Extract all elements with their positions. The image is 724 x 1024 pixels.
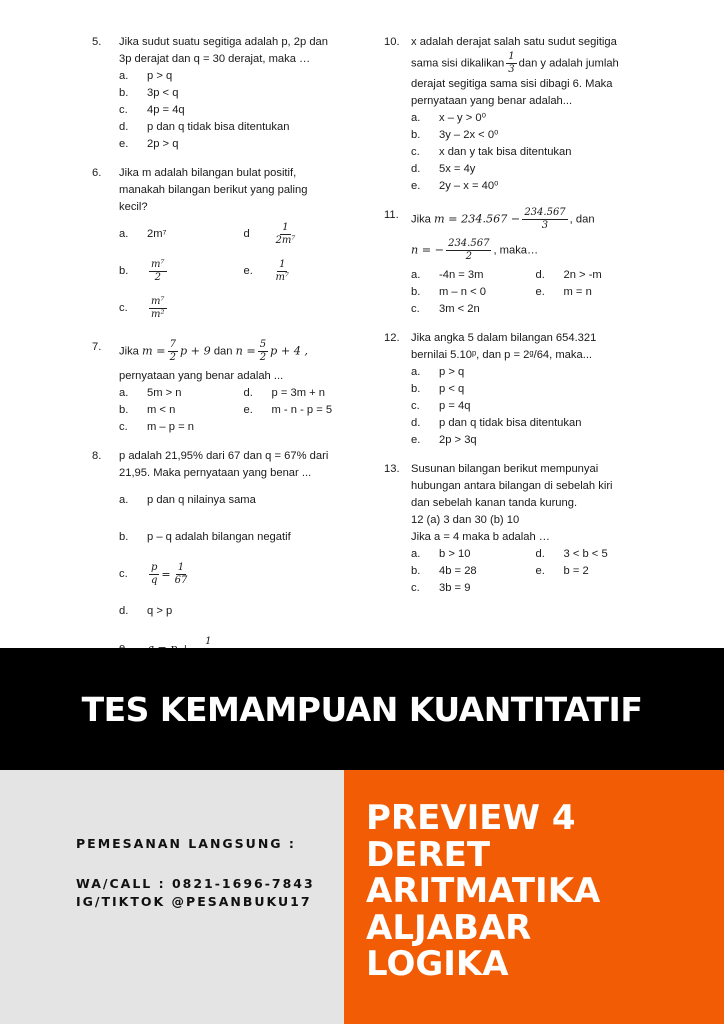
fraction-numerator: 7 [169, 339, 176, 350]
question-stem [92, 165, 360, 216]
question-number: 13. [384, 463, 400, 475]
question-text-line: hubungan antara bilangan di sebelah kiri [411, 480, 613, 492]
fraction-denominator: 2 [259, 352, 267, 363]
question-text [411, 461, 652, 546]
option-text: 2p > q [147, 138, 179, 150]
fraction [522, 207, 567, 232]
option-text: m – p = n [147, 421, 194, 433]
question-text-line: pernyataan yang benar adalah... [411, 95, 573, 107]
answer-option [119, 136, 360, 153]
question-text-line: Jika angka 5 dalam bilangan 654.321 [411, 332, 597, 344]
fraction [149, 562, 159, 587]
answer-option [411, 144, 652, 161]
option-text: -4n = 3m [439, 269, 484, 281]
option-letter: e. [535, 565, 545, 577]
question-text-line: Jika m adalah bilangan bulat positif, [119, 167, 297, 179]
option-text: m - n - p = 5 [271, 404, 333, 416]
answer-option [411, 432, 652, 449]
option-letter: b. [119, 265, 129, 277]
fraction-numerator: m⁷ [151, 259, 165, 270]
option-letter: b. [411, 129, 421, 141]
option-letter: b. [119, 87, 129, 99]
option-letter: c. [119, 104, 128, 116]
answer-option [411, 580, 528, 597]
answer-option [119, 253, 236, 290]
answer-option [411, 284, 528, 301]
option-letter: b. [411, 565, 421, 577]
answer-option [411, 546, 528, 563]
option-fraction [274, 259, 292, 284]
answer-option [119, 385, 236, 402]
preview-panel [344, 770, 724, 1024]
contact-panel [0, 770, 344, 1024]
option-text: p dan q tidak bisa ditentukan [147, 121, 290, 133]
option-text: m < n [147, 404, 176, 416]
option-letter: a. [119, 494, 129, 506]
question [384, 207, 652, 318]
option-letter: c. [119, 421, 128, 433]
stem-suffix: dan y adalah jumlah [518, 57, 619, 70]
answer-options [119, 482, 360, 667]
option-letter: c. [119, 302, 128, 314]
answer-options [119, 68, 360, 153]
answer-option [411, 127, 652, 144]
answer-option [536, 284, 653, 301]
option-letter: e. [411, 434, 421, 446]
option-text: p dan q nilainya sama [147, 494, 256, 506]
question [384, 34, 652, 195]
preview-line: ALJABAR [366, 907, 532, 948]
question-text [119, 339, 360, 385]
question-text [119, 34, 360, 68]
answer-option [244, 253, 361, 290]
fraction [258, 339, 268, 364]
option-letter: d [243, 228, 250, 240]
option-letter: c. [411, 400, 420, 412]
option-letter: c. [411, 146, 420, 158]
question-text-line: Susunan bilangan berikut mempunyai [411, 463, 599, 475]
answer-options [411, 267, 652, 318]
question-text [411, 207, 652, 267]
question-text-line: p adalah 21,95% dari 67 dan q = 67% dari [119, 450, 329, 462]
answer-option [411, 381, 652, 398]
fraction [173, 562, 190, 587]
option-letter: c. [119, 568, 128, 580]
stem-suffix: , maka… [493, 244, 539, 257]
option-letter: a. [411, 548, 421, 560]
option-letter: d. [411, 417, 421, 429]
option-text: 2m⁷ [147, 228, 167, 240]
answer-options [119, 385, 360, 436]
question-text [411, 34, 652, 110]
preview-line: PREVIEW 4 [366, 798, 576, 838]
option-text: p < q [439, 383, 465, 395]
question-text-line: Jika a = 4 maka b adalah … [411, 531, 550, 543]
fraction-denominator: 67 [174, 575, 188, 586]
option-letter: d. [535, 548, 545, 560]
option-text: 3b = 9 [439, 582, 471, 594]
answer-option [119, 102, 360, 119]
fraction-numerator: 1 [279, 259, 286, 270]
question-number: 7. [92, 341, 102, 353]
option-letter: a. [411, 366, 421, 378]
answer-option [411, 563, 528, 580]
fraction-numerator: 1 [508, 51, 515, 62]
question [384, 461, 652, 597]
question-number: 10. [384, 36, 400, 48]
answer-option [119, 68, 360, 85]
option-text: 2n > -m [563, 269, 602, 281]
option-text: 5x = 4y [439, 163, 476, 175]
equation-m-rest: p + 9 [179, 344, 211, 358]
answer-option [411, 301, 528, 318]
fraction-denominator: 2 [169, 352, 176, 363]
fraction [168, 339, 178, 364]
option-text: m = n [563, 286, 592, 298]
option-letter: b. [411, 383, 421, 395]
option-text: x dan y tak bisa ditentukan [439, 146, 572, 158]
right-question-column [384, 34, 652, 609]
stem-prefix: Jika [119, 345, 139, 358]
question-stem [92, 34, 360, 68]
stem-suffix: , dan [569, 213, 595, 226]
fraction-denominator: q [151, 575, 158, 586]
option-letter: c. [411, 303, 420, 315]
fraction-denominator: 3 [541, 220, 549, 231]
question-number: 8. [92, 450, 102, 462]
fraction-numerator: p [151, 562, 158, 573]
question-math-line [411, 238, 652, 263]
title-banner [0, 648, 724, 770]
option-letter: b. [411, 286, 421, 298]
fraction-denominator: 2m⁷ [275, 235, 296, 246]
fraction-numerator: 1 [205, 636, 212, 647]
question-stem [92, 448, 360, 482]
answer-option [244, 385, 361, 402]
answer-option [119, 402, 236, 419]
question-stem [92, 339, 360, 385]
question-text-line: 12 (a) 3 dan 30 (b) 10 [411, 514, 520, 526]
question [384, 330, 652, 449]
fraction-denominator: 2 [154, 272, 161, 283]
preview-line: ARITMATIKA [366, 871, 601, 911]
option-text: p > q [147, 70, 173, 82]
option-text: 4p = 4q [147, 104, 185, 116]
question-text [119, 448, 360, 482]
social-contact: IG/TIKTOK @PESANBUKU17 [76, 894, 312, 909]
option-text: b > 10 [439, 548, 471, 560]
option-letter: b. [119, 404, 129, 416]
answer-option [119, 556, 360, 593]
option-letter: c. [411, 582, 420, 594]
question-stem [384, 330, 652, 364]
fraction-numerator: 1 [177, 562, 185, 573]
stem-prefix: Jika [411, 213, 431, 226]
question [92, 34, 360, 153]
option-letter: d. [411, 163, 421, 175]
left-question-column [92, 34, 360, 679]
fraction-denominator: 3 [508, 64, 515, 75]
fraction-denominator: m² [151, 309, 165, 320]
option-text: 5m > n [147, 387, 182, 399]
option-text: p > q [439, 366, 465, 378]
option-letter: d. [119, 605, 129, 617]
stem-connector: dan [213, 345, 233, 358]
option-text: 2p > 3q [439, 434, 477, 446]
answer-option [119, 519, 360, 556]
option-text: 3y – 2x < 0⁰ [439, 129, 499, 141]
question-stem [384, 207, 652, 267]
preview-line: DERET [366, 834, 491, 875]
answer-options [411, 546, 652, 597]
answer-option [411, 364, 652, 381]
equation-m: m = 234.567 − [434, 212, 521, 226]
equation-n-rest: p + 4 , [270, 344, 308, 358]
question-text-line: x adalah derajat salah satu sudut segitiga [411, 36, 617, 48]
question-text-line: 21,95. Maka pernyataan yang benar ... [119, 467, 312, 479]
option-letter: e. [243, 265, 253, 277]
equation-n: n = [235, 344, 256, 358]
question [92, 339, 360, 436]
option-text: p = 4q [439, 400, 471, 412]
fraction-denominator: 2 [465, 251, 472, 262]
answer-options [119, 216, 360, 327]
option-fraction [149, 259, 167, 284]
fraction-numerator: m⁷ [151, 296, 165, 307]
answer-option [411, 415, 652, 432]
answer-option [244, 402, 361, 419]
question-number: 12. [384, 332, 400, 344]
option-text: p dan q tidak bisa ditentukan [439, 417, 582, 429]
option-text: b = 2 [563, 565, 589, 577]
option-text: 4b = 28 [439, 565, 477, 577]
answer-option [411, 110, 652, 127]
question-number: 11. [384, 209, 399, 221]
banner-title: TES KEMAMPUAN KUANTITATIF [81, 689, 643, 729]
answer-option [119, 216, 236, 253]
answer-option [536, 267, 653, 284]
option-fraction [274, 222, 298, 247]
question-stem [384, 34, 652, 110]
question-text-line: dan sebelah kanan tanda kurung. [411, 497, 578, 509]
option-text: p = 3m + n [271, 387, 325, 399]
option-equals: = [161, 568, 171, 581]
option-text: p – q adalah bilangan negatif [147, 531, 291, 543]
question-text-line: kecil? [119, 201, 148, 213]
option-text: 3m < 2n [439, 303, 480, 315]
option-letter: e. [535, 286, 545, 298]
option-letter: d. [243, 387, 253, 399]
fraction [446, 238, 491, 263]
option-text: m – n < 0 [439, 286, 486, 298]
fraction-denominator: m⁷ [275, 272, 289, 283]
question-math-line [411, 51, 652, 76]
question-text-line: derajat segitiga sama sisi dibagi 6. Maka [411, 78, 613, 90]
phone-contact: WA/CALL : 0821-1696-7843 [76, 876, 315, 891]
answer-option [244, 216, 361, 253]
fraction-numerator: 1 [282, 222, 289, 233]
answer-option [119, 419, 236, 436]
option-fraction [149, 296, 167, 321]
answer-option [119, 119, 360, 136]
answer-option [536, 563, 653, 580]
option-letter: b. [119, 531, 129, 543]
question-math-line [411, 207, 652, 232]
stem-prefix: sama sisi dikalikan [411, 57, 505, 70]
answer-options [411, 110, 652, 195]
question [92, 165, 360, 327]
answer-option [119, 290, 236, 327]
answer-option [411, 398, 652, 415]
answer-option [411, 161, 652, 178]
question [92, 448, 360, 667]
question-number: 5. [92, 36, 102, 48]
question-math-line [119, 339, 360, 364]
option-letter: d. [535, 269, 545, 281]
option-letter: a. [119, 70, 129, 82]
answer-option [119, 593, 360, 630]
preview-line: LOGIKA [366, 944, 509, 984]
option-letter: e. [411, 180, 421, 192]
option-letter: d. [119, 121, 129, 133]
question-text-line: Jika sudut suatu segitiga adalah p, 2p dan [119, 36, 328, 48]
question-number: 6. [92, 167, 102, 179]
answer-option [119, 85, 360, 102]
question-text [411, 330, 652, 364]
question-text-line: bernilai 5.10ᵖ, dan p = 2ᵍ/64, maka... [411, 349, 593, 361]
fraction-numerator: 234.567 [448, 238, 490, 249]
option-text: x – y > 0⁰ [439, 112, 487, 124]
answer-option [119, 482, 360, 519]
option-letter: e. [119, 138, 129, 150]
option-letter: a. [411, 269, 421, 281]
answer-option [411, 267, 528, 284]
option-text: 2y – x = 40⁰ [439, 180, 499, 192]
option-text: q > p [147, 605, 173, 617]
equation-m: m = [142, 344, 166, 358]
fraction [506, 51, 516, 76]
question-text [119, 165, 360, 216]
option-letter: a. [119, 387, 129, 399]
option-letter: a. [119, 228, 129, 240]
option-letter: a. [411, 112, 421, 124]
question-stem [384, 461, 652, 546]
answer-options [411, 364, 652, 449]
fraction-numerator: 234.567 [524, 207, 566, 218]
fraction-numerator: 5 [259, 339, 267, 350]
question-text-line: 3p derajat dan q = 30 derajat, maka … [119, 53, 311, 65]
option-letter: e. [243, 404, 253, 416]
equation-n: n = − [411, 243, 445, 257]
answer-option [411, 178, 652, 195]
order-heading: PEMESANAN LANGSUNG : [76, 836, 296, 851]
question-text-line: manakah bilangan berikut yang paling [119, 184, 308, 196]
answer-option [536, 546, 653, 563]
option-text: 3 < b < 5 [563, 548, 608, 560]
question-text-line: pernyataan yang benar adalah ... [119, 370, 284, 382]
option-text: 3p < q [147, 87, 179, 99]
